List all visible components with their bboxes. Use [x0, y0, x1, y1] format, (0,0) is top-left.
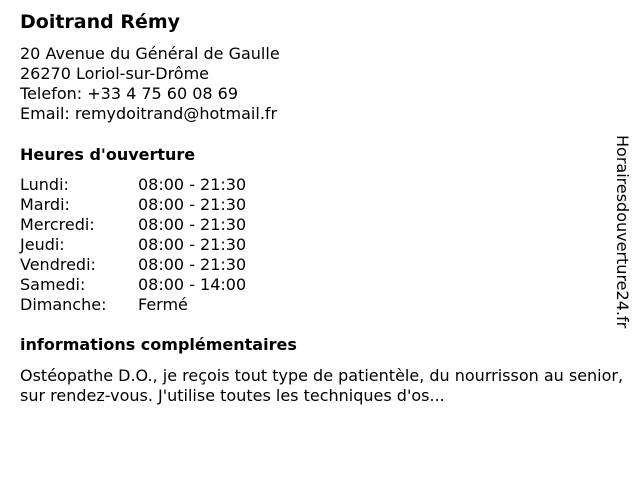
day-label: Samedi: — [20, 275, 86, 294]
business-name: Doitrand Rémy — [20, 11, 181, 33]
hours-row-tuesday — [20, 195, 625, 215]
time-range: 08:00 - 21:30 — [138, 175, 247, 194]
email-address: Email: remydoitrand@hotmail.fr — [20, 104, 278, 123]
time-range: 08:00 - 21:30 — [138, 195, 247, 214]
opening-hours-heading: Heures d'ouverture — [20, 145, 196, 164]
hours-row-friday — [20, 255, 625, 275]
day-label: Lundi: — [20, 175, 69, 194]
day-label: Vendredi: — [20, 255, 96, 274]
hours-row-thursday — [20, 235, 625, 255]
site-watermark: Horairesdouverture24.fr — [613, 135, 632, 329]
address-street: 20 Avenue du Général de Gaulle — [20, 44, 280, 63]
time-range: 08:00 - 21:30 — [138, 235, 247, 254]
additional-info-heading: informations complémentaires — [20, 335, 297, 354]
day-label: Mercredi: — [20, 215, 95, 234]
additional-info-text: Ostéopathe D.O., je reçois tout type de patientèle, du nourrisson au senior, sur rendez-vous. J'utilise toutes les techniques d'os... — [20, 366, 624, 405]
time-range: 08:00 - 14:00 — [138, 275, 247, 294]
day-label: Mardi: — [20, 195, 70, 214]
day-label: Dimanche: — [20, 295, 107, 314]
time-range: 08:00 - 21:30 — [138, 255, 247, 274]
hours-row-sunday — [20, 295, 625, 315]
address-city: 26270 Loriol-sur-Drôme — [20, 64, 210, 83]
hours-row-wednesday — [20, 215, 625, 235]
hours-row-saturday — [20, 275, 625, 295]
contact-block — [20, 44, 625, 124]
hours-row-monday — [20, 175, 625, 195]
day-label: Jeudi: — [20, 235, 65, 254]
time-range: 08:00 - 21:30 — [138, 215, 247, 234]
opening-hours-list — [20, 175, 625, 315]
business-card — [20, 10, 625, 406]
time-range: Fermé — [138, 295, 188, 314]
phone-number: Telefon: +33 4 75 60 08 69 — [20, 84, 239, 103]
